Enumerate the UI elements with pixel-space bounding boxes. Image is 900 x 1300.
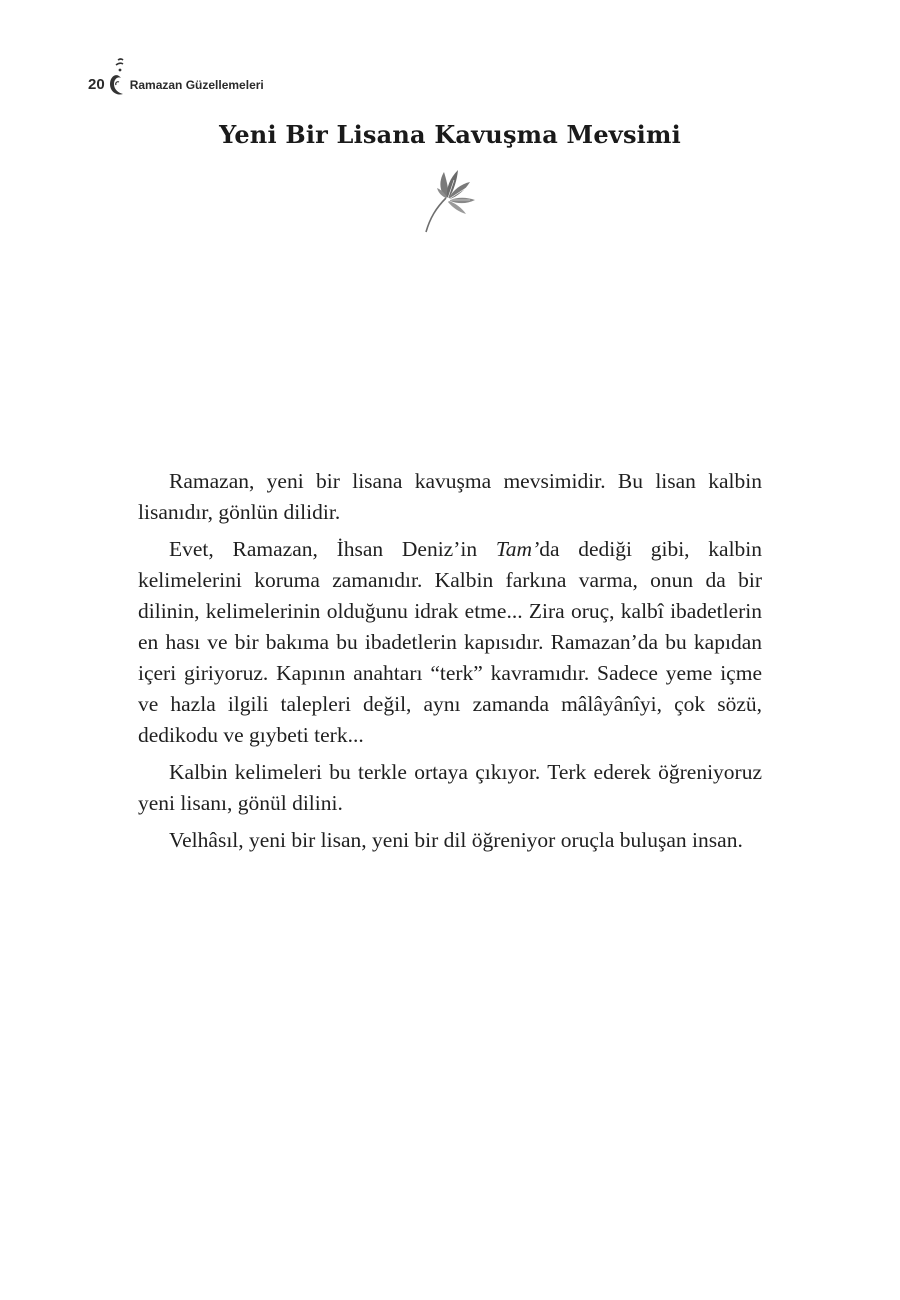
paragraph-3: Kalbin kelimeleri bu terkle ortaya çıkıyor. Terk ederek öğreniyoruz yeni lisanı, gönül dilini. [138,760,762,815]
running-title: Ramazan Güzellemeleri [129,78,264,92]
paragraph-2-text-start: Evet, Ramazan, İhsan Deniz’in [169,537,496,561]
chapter-title: Yeni Bir Lisana Kavuşma Mevsimi [219,120,681,149]
paragraph-2 [138,534,762,751]
paragraph-1: Ramazan, yeni bir lisana kavuşma mevsimidir. Bu lisan kalbin lisanıdır, gönlün dilidir. [138,469,762,524]
swirl-calligraphy-icon [107,56,127,100]
page-number: 20 [88,76,105,93]
body-text [138,466,762,862]
running-header [88,52,264,100]
paragraph-4: Velhâsıl, yeni bir lisan, yeni bir dil öğreniyor oruçla buluşan insan. [169,828,743,852]
flower-icon [420,166,480,234]
book-title-italic: Tam’ [495,537,540,561]
paragraph-2-text-end: da dediği gibi, kalbin kelimelerini koruma zamanıdır. Kalbin farkına varma, onun da bir dilinin, kelimelerinin olduğunu idrak etme... Zira oruç, kalbî ibadetlerin en hası ve bir bakıma bu ibadetlerin kapısıdır. Ramazan’da bu kapıdan içeri giriyoruz. Kapının anahtarı “terk” kavramıdır. Sadece yeme içme ve hazla ilgili talepleri değil, aynı zamanda mâlâyânîyi, çok sözü, dedikodu ve gıybeti terk... [138,537,763,747]
